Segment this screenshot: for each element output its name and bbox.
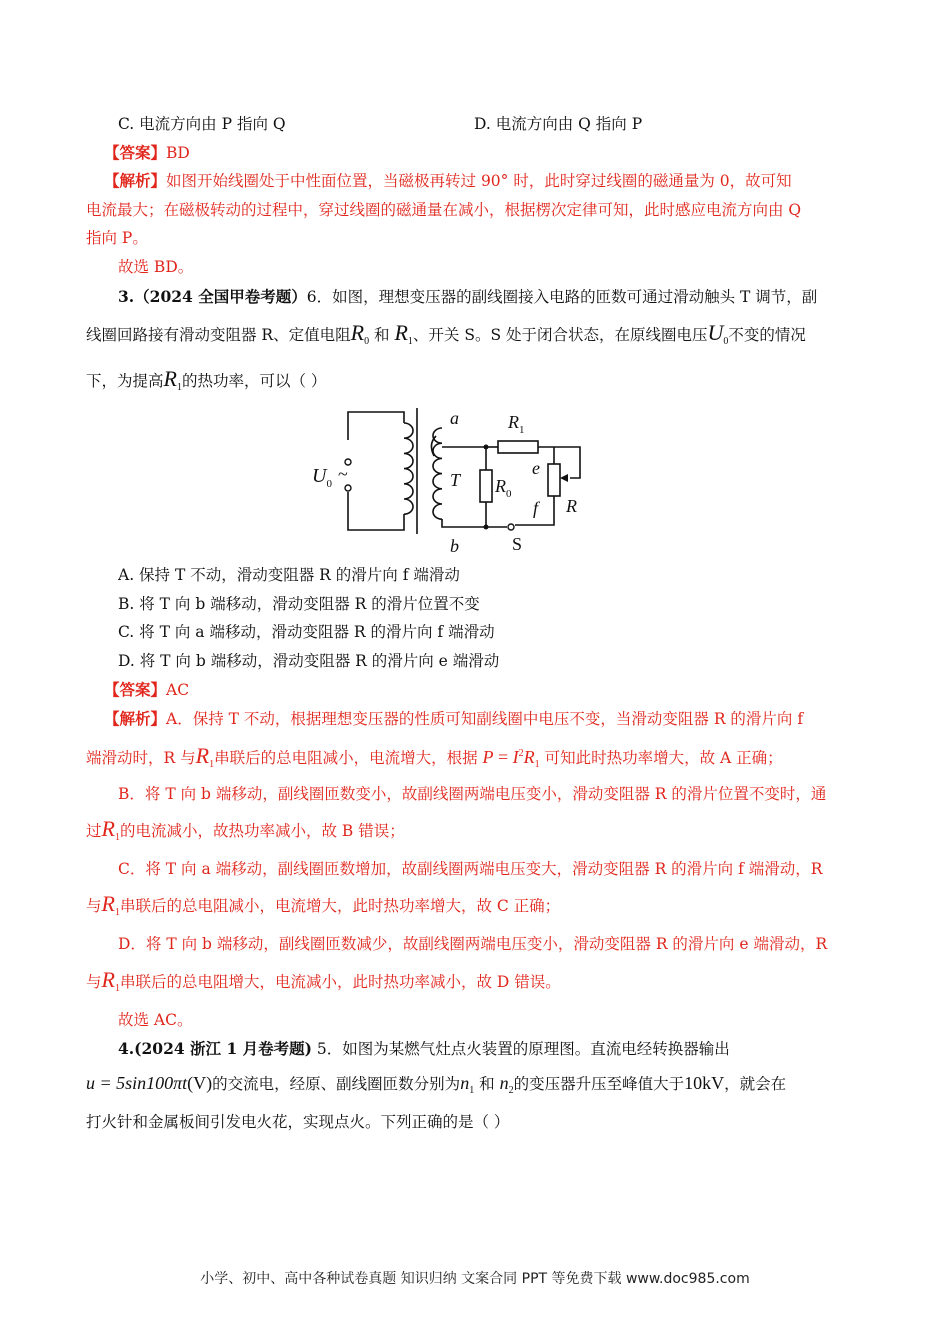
analysis-line: 【解析】A．保持 T 不动，根据理想变压器的性质可知副线圈中电压不变，当滑动变阻器 R 的滑片向 f xyxy=(104,709,804,728)
answer-line: 【答案】AC xyxy=(104,680,190,699)
answer-line: 【答案】BD xyxy=(104,143,190,162)
option-b: B. 将 T 向 b 端移动，滑动变阻器 R 的滑片位置不变 xyxy=(118,595,480,613)
question-3-stem: 线圈回路接有滑动变阻器 R、定值电阻$R_0$ 和 $R_1$、开关 S。S 处于闭合状态，在原线圈电压$U_0$不变的情况 xyxy=(86,320,806,347)
option-c: C. 电流方向由 P 指向 Q xyxy=(118,115,286,133)
label-f: f xyxy=(533,498,539,518)
question-3-stem: 3.（2024 全国甲卷考题）6．如图，理想变压器的副线圈接入电路的匝数可通过滑动触头 T 调节，副 xyxy=(118,287,818,306)
analysis-line: B．将 T 向 b 端移动，副线圈匝数变小，故副线圈两端电压变小，滑动变阻器 R 的滑片位置不变时，通 xyxy=(118,785,827,803)
switch-contact xyxy=(508,524,514,530)
question-4-stem: u = 5sin100πt(V)的交流电，经原、副线圈匝数分别为$n_1$ 和 $n_2$的变压器升压至峰值大于10kV，就会在 xyxy=(86,1073,787,1096)
analysis-line: 端滑动时，R 与$R_1$串联后的总电阻减小，电流增大，根据 $P = I^2R_1$ 可知此时热功率增大，故 A 正确； xyxy=(86,743,783,770)
question-4-stem: 4.(2024 浙江 1 月卷考题) 5．如图为某燃气灶点火装置的原理图。直流电经转换器输出 xyxy=(118,1039,730,1058)
label-t: T xyxy=(450,470,461,490)
label-r1: $R_1$ xyxy=(508,412,525,436)
label-s: S xyxy=(512,534,523,554)
circuit-diagram xyxy=(300,400,600,560)
conclusion: 故选 BD。 xyxy=(118,258,194,276)
analysis-line: 指向 P。 xyxy=(86,229,148,247)
question-4-stem: 打火针和金属板间引发电火花，实现点火。下列正确的是（ ） xyxy=(86,1113,510,1131)
conclusion: 故选 AC。 xyxy=(118,1011,193,1029)
analysis-line: C．将 T 向 a 端移动，副线圈匝数增加，故副线圈两端电压变大，滑动变阻器 R 的滑片向 f 端滑动，R xyxy=(118,860,823,878)
label-e: e xyxy=(532,458,540,478)
analysis-line: 与$R_1$串联后的总电阻减小，电流增大，此时热功率增大，故 C 正确； xyxy=(86,891,561,918)
question-3-stem: 下，为提高$R_1$的热功率，可以（ ） xyxy=(86,366,327,393)
terminal xyxy=(345,485,351,491)
option-c: C. 将 T 向 a 端移动，滑动变阻器 R 的滑片向 f 端滑动 xyxy=(118,623,495,641)
junction-dot xyxy=(484,445,489,450)
label-r0: $R_0$ xyxy=(495,476,512,500)
analysis-line: 【解析】如图开始线圈处于中性面位置，当磁极再转过 90° 时，此时穿过线圈的磁通量为 0，故可知 xyxy=(104,171,792,190)
label-a: a xyxy=(450,408,459,428)
label-b: b xyxy=(450,536,459,556)
option-d: D. 将 T 向 b 端移动，滑动变阻器 R 的滑片向 e 端滑动 xyxy=(118,652,500,670)
analysis-line: D．将 T 向 b 端移动，副线圈匝数减少，故副线圈两端电压变小，滑动变阻器 R 的滑片向 e 端滑动，R xyxy=(118,935,828,953)
label-tilde: ~ xyxy=(338,464,348,484)
option-a: A. 保持 T 不动，滑动变阻器 R 的滑片向 f 端滑动 xyxy=(118,566,460,584)
analysis-line: 与$R_1$串联后的总电阻增大，电流减小，此时热功率减小，故 D 错误。 xyxy=(86,967,561,994)
analysis-line: 过$R_1$的电流减小，故热功率减小，故 B 错误； xyxy=(86,816,405,843)
label-r: R xyxy=(566,496,577,516)
analysis-line: 电流最大；在磁极转动的过程中，穿过线圈的磁通量在减小，根据楞次定律可知，此时感应电流方向由 Q xyxy=(86,201,802,219)
resistor-r0 xyxy=(480,470,492,502)
label-u0: $U_0$ xyxy=(312,465,332,490)
page-footer: 小学、初中、高中各种试卷真题 知识归纳 文案合同 PPT 等免费下载 www.doc985.com xyxy=(200,1271,750,1287)
rheostat-r xyxy=(548,464,560,496)
resistor-r1 xyxy=(498,441,538,453)
option-d: D. 电流方向由 Q 指向 P xyxy=(474,115,643,133)
junction-dot xyxy=(484,525,489,530)
